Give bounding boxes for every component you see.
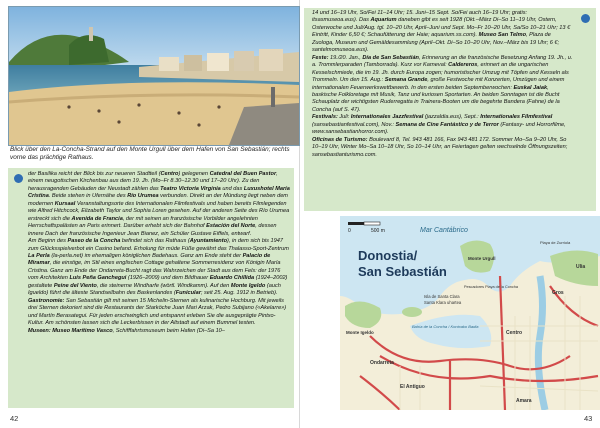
beach-photo-image [9,7,299,145]
bullet-dot [14,174,23,183]
bold-term: Museo San Telmo [478,32,527,39]
text-run: (auch Igueldo) führt die älteste Standseilbahn des Baskenlandes ( [28,282,281,297]
bold-term: Luxushotel María Cristina [28,185,290,200]
label-santa-klara: Santa Klara uhartea [424,300,462,305]
left-text-body [28,171,291,335]
text-run: Am Beginn des [28,238,68,245]
text-run: (1926–2009) und dem Bildhauer [126,275,210,282]
bold-term: Catedral del Buen Pastor [209,171,277,177]
bold-term: Día de San Sebastián [362,54,419,61]
label-monte-urgull: Monte Urgull [468,256,496,261]
text-run: , erinnert an die ungarischen Kesselschmiede, die im 19. Jh. durch Europa zogen; humoristischer Umzug mit Töpfen und Kesseln als Trommeln. Um den 15. Aug.: [312,62,569,84]
bold-term: Internationales Filmfestival [480,114,553,121]
text-paragraph [312,55,574,115]
city-map [340,216,600,410]
map-title-line2: San Sebastián [358,264,447,279]
text-paragraph [28,328,291,335]
bold-term: Luis Peña Ganchegui [69,275,127,282]
label-bahia: Bahía de la Concha / Kontxako Badia [412,324,479,329]
text-run: Boulevard 8, Tel. 943 481 166, Fax 943 481 172. Sommer Mo–Sa 9–20 Uhr, So 10–19 Uhr, Winter Mo–Sa 10–18 Uhr, So 10–14 Uhr, an Feiertagen gelten wechselnde Öffnungszeiten; sansebastianturismo.com. [312,136,568,158]
bold-term: Avenida de Francia [71,215,123,222]
text-run: (sansebastianfestival.com), Nov.: [312,121,396,128]
text-run: und das [220,185,244,192]
sea-label: Mar Cantábrico [420,227,468,234]
text-run: daneben gibt es seit 1928 (Okt.–März Di–So 11–19 Uhr, Ostern, Osterwoche und Juli/Aug. tgl. 10–20 Uhr, April–Juni und Sept. Mo–Fr 10–20 Uhr, Sa/So 10–21 Uhr; 13 € Eintritt, Kinder 6,50 €; Schaufütterung der Haie; aquarium.ss.com). [312,17,571,39]
text-run: , der mit seinen an französische Vorbilder angelehnten Herrschaftspalästen an Paris erinnert. Darüber erhebt sich der Bahnhof [28,215,258,230]
text-run: 14 und 16–19 Uhr, So/Fei 11–14 Uhr; 15. Juni–15 Sept. So/Fei auch 16–19 Uhr; gratis: itsasmuseoa.eus). Das [312,10,528,24]
bold-term: Kursaal [54,200,76,207]
bold-term: Teatro Victoria Virgínia [160,185,221,192]
bold-term: Festivals: [312,114,338,121]
bold-term: Museen: [28,327,51,334]
text-run: , Plaza de Zuologa, Museum und Gemäldesammlung (April–Okt. Di–So 10–20 Uhr, Nov.–März bis 19 Uhr; 6 €; santelmomuseoa.eus). [312,32,560,54]
bold-term: Semana Grande [384,77,428,84]
beach-photo [8,6,300,146]
bold-term: Semana de Cine Fantástico y de Terror [395,121,499,128]
photo-caption: Blick über den La-Concha-Strand auf den Monte Urgull über dem Hafen von San Sebastián; rechts vorne das prächtige Rathaus. [10,146,290,162]
bold-term: Feste: [312,54,329,61]
label-gros: Gros [552,290,564,296]
text-run: (jazzaldia.eus), Sept.: [423,114,481,121]
bold-term: Eduardo Chillida [209,275,255,282]
bold-term: Peine del Viento [53,282,97,289]
bullet-dot [581,14,590,23]
right-text-body [312,10,574,159]
city-map-graphic [340,216,600,410]
text-run: Veranstaltungsorte des Internationalen Filmfestivals und haben bereits Filmlegenden wie Alfred Hitchcock, Elizabeth Taylor und Sophia Loren gesehen. Auf der anderen Seite des Río Urumea erstreckt sich die [28,200,290,222]
text-run: der Basilika reicht der Blick bis zur neueren Stadtteil ( [28,171,161,177]
bold-term: Internationales Jazzfestival [350,114,424,121]
bold-term: Funicular [175,290,201,297]
text-run: 19./20. Jan., [328,54,363,61]
text-paragraph [312,114,574,136]
text-run: (Fantasy- und Horrorfilme, www.sansebastianhorror.com). [312,121,566,136]
text-run: , die einstige, im Stil eines englischen Cottage gehaltene Sommerresidenz von Königin María Cristina. Ganz am Ende der Ondarreta-Bucht ragt das Wahrzeichen der Stadt aus dem Fels: der 1976 vom Architekten [28,260,281,282]
bold-term: Gastronomie: [28,297,65,304]
bold-term: Río Urumea [127,193,159,200]
bold-term: Monte Igeldo [230,282,266,289]
label-el-antiguo: El Antiguo [400,384,425,390]
bold-term: Museo Marítimo Vasco [52,327,113,334]
text-run: verbunden. Direkt an der Mündung liegt neben dem modernen [28,193,288,207]
page-number-left: 42 [10,414,19,423]
text-run: ; seit 25. Aug. 1912 in Betrieb). [200,290,278,297]
right-page [300,0,600,428]
text-run: San Sebastián gilt mit seinen 15 Michelin-Sternen als kulinarische Hochburg. Mit jeweils drei Sternen dekoriert sind die Restaurants der Starköche Juan Mari Arzak, Pedro Subijano («Akelarre») und Martín Berasategui. Für jeden erschwinglich und entspannt erleben Sie die ausgeprägte Pintxo-Kultur. Am schönsten lassen sich die Leckerbissen in der Altstadt auf einem Bummel testen. [28,297,287,327]
label-ondarreta: Ondarreta [370,360,394,366]
bold-term: Caldereros [448,62,478,69]
text-paragraph [28,298,291,328]
map-title-line1: Donostia/ [358,248,418,263]
text-run: befindet sich das Rathaus ( [120,238,190,245]
bold-term: La Perla [28,252,50,259]
text-run: , einem neugotischen Kirchenbau aus dem 19. Jh. (Mo–Fr 8.30–12.30 und 17–20 Uhr). Zu den herausragenden Gebäuden der Neustadt zählen das [28,171,278,192]
text-run: , baskische Folkloretage mit Musik, Tanz und kuriosen Sportarten. An beiden Sonntagen ist die Bucht Schauplatz der wichtigsten Ruderregatta in Trainera-Booten um die begehrte Bandera (Fahne) de la Concha (auf S. 47). [312,84,560,113]
label-isla-santa-clara: Isla de Santa Clara [424,294,460,299]
bold-term: Euskal Jaiak [513,84,548,91]
bold-term: Ayuntamiento [189,238,227,245]
text-run: , dessen innere Dach der französische Ingenieur Jean Bianez, ein Schüler Gustave Eiffels, entwarf. [28,223,277,237]
label-pescadores: Pescadores Playa de la Concha [464,285,519,289]
text-run: ) gelegenen [178,171,210,177]
label-centro: Centro [506,330,523,336]
left-text-box [8,168,294,408]
bold-term: Paseo de la Concha [67,238,121,245]
text-paragraph [28,171,291,238]
text-run: , die steinerne Windharfe (wörtl. Windkamm). Auf den [96,282,231,289]
scale-zero: 0 [348,228,351,234]
label-playa-zurriola: Playa de Zurriola [540,240,571,245]
bold-term: Centro [160,171,179,177]
text-paragraph [312,137,574,159]
text-run: ), in dem sich bis 1947 zum Glücksspielverbot ein Casino befand. Erholung für müde Füße gewährt das Thalasso-Sport-Zentrum [28,238,289,252]
label-amara: Amara [516,398,532,404]
label-ulia: Ulia [576,264,586,270]
bold-term: Aquarium [370,17,397,24]
text-run: , Schifffahrtsmuseum beim Hafen (Di–Sa 10– [112,327,225,334]
bold-term: Palacio de Miramar [28,252,271,267]
text-run: (la-perla.net) im ehemaligen königlichen Badehaus. Ganz am Ende steht der [49,252,243,259]
right-text-box [304,8,596,211]
text-run: Juli: [337,114,351,121]
scale-end: 500 m [371,228,385,234]
text-run: , Erinnerung an die französische Besetzung Anfang 19. Jh., u. a. Trommlerparaden (Tamborrada). Kurz vor Karneval: [312,54,573,69]
text-run: (1924–2002) gestaltete [28,275,288,289]
page-number-right: 43 [584,414,593,423]
label-monte-igeldo: Monte Igeldo [346,330,374,335]
text-paragraph [28,238,291,298]
text-run: . Beide stehen in Ufernähe des [48,193,128,200]
bold-term: Estación del Norte [206,223,256,230]
text-paragraph [312,10,574,55]
bold-term: Oficinas de Turismo: [312,136,368,143]
text-run: , große Festwoche mit Konzerten, Umzügen und einem internationalen Feuerwerkswettbewerb. In den ersten beiden Septemberwochen: [312,77,565,91]
